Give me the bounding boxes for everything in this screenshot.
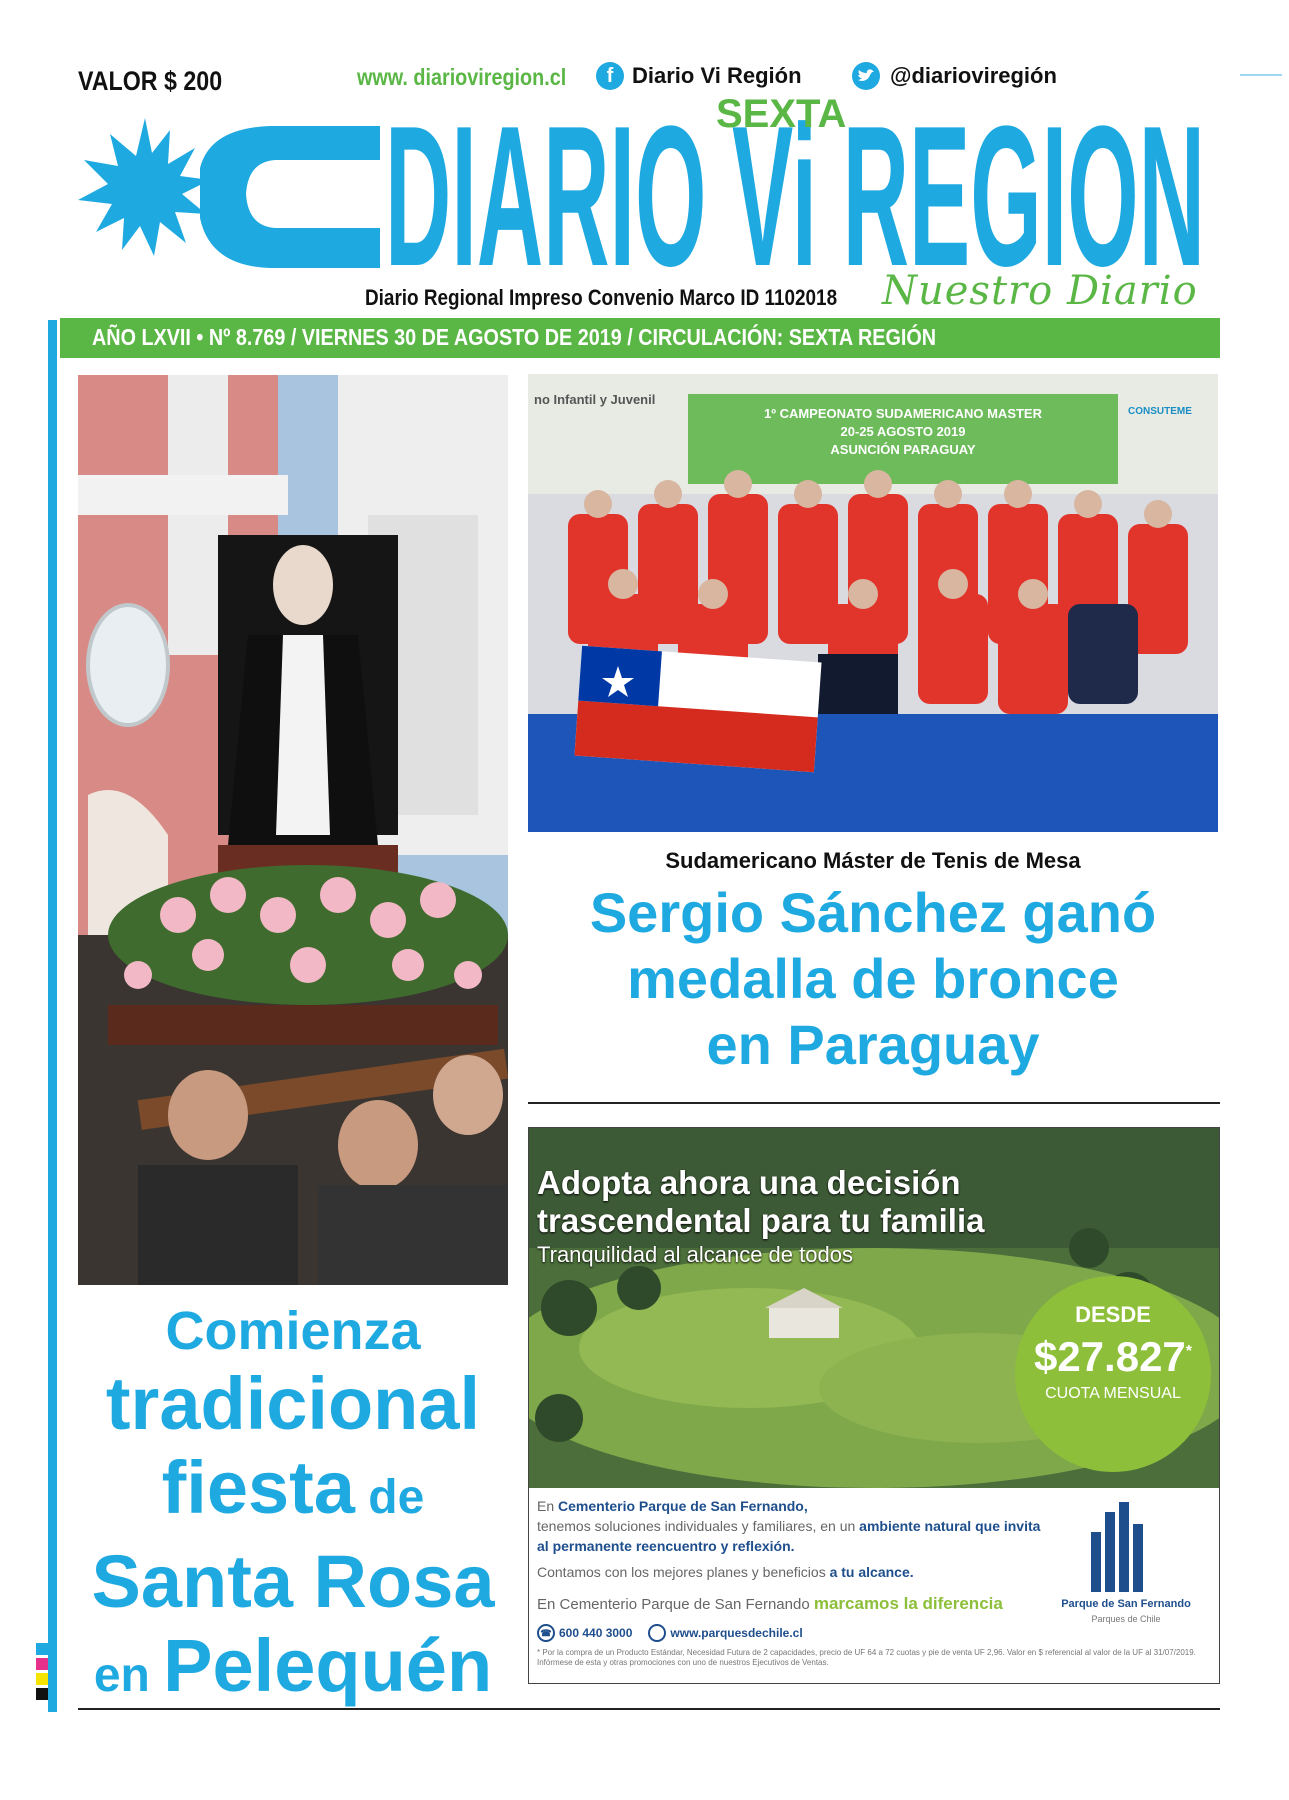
ad-logo-sub: Parques de Chile — [1091, 1614, 1161, 1624]
headline-line: en Paraguay — [706, 1013, 1040, 1076]
ad-headline-1: Adopta ahora una decisión — [537, 1164, 961, 1201]
twitter-label: @diarioviregión — [890, 63, 1057, 88]
ad-subline: Tranquilidad al alcance de todos — [537, 1242, 853, 1267]
banner-left: no Infantil y Juvenil — [534, 392, 656, 407]
ad-body-5b: marcamos la diferencia — [813, 1594, 1003, 1613]
badge-desde: DESDE — [1075, 1302, 1151, 1327]
price-label: VALOR $ 200 — [78, 66, 223, 96]
headline-line: Comienza — [165, 1301, 421, 1361]
headline-word: de — [354, 1471, 425, 1524]
ad-url-text: www.parquesdechile.cl — [670, 1626, 803, 1640]
banner-line1: 1º CAMPEONATO SUDAMERICANO MASTER — [763, 406, 1043, 421]
story-headline — [528, 880, 1218, 1078]
buildings-logo-icon — [1085, 1502, 1145, 1592]
badge-cuota: CUOTA MENSUAL — [1045, 1385, 1181, 1402]
phone-icon: ☎ — [537, 1624, 555, 1642]
headline-line: Santa Rosa — [91, 1540, 495, 1623]
cemetery-advertisement[interactable] — [528, 1127, 1220, 1684]
print-mark-magenta — [36, 1658, 48, 1670]
tagline-script: Nuestro Diario — [882, 268, 1198, 314]
print-mark-cyan — [36, 1643, 48, 1655]
edition-info-text: AÑO LXVII • Nº 8.769 / VIERNES 30 DE AGOSTO DE 2019 / CIRCULACIÓN: SEXTA REGIÓN — [92, 324, 937, 350]
left-accent-bar — [48, 320, 57, 1712]
ad-body-2a: tenemos soluciones individuales y familiares, en un — [537, 1518, 860, 1534]
banner-line2: 20-25 AGOSTO 2019 — [840, 424, 966, 439]
ad-body-1b: Cementerio Parque de San Fernando, — [558, 1498, 808, 1514]
website-link[interactable]: www. diarioviregion.cl — [357, 64, 567, 90]
print-mark-yellow — [36, 1673, 48, 1685]
ad-body-1a: En — [537, 1498, 559, 1514]
badge-price: $27.827 — [1033, 1333, 1186, 1380]
headline-word: en — [93, 1649, 164, 1702]
badge-asterisk: * — [1185, 1343, 1193, 1360]
price-badge — [1015, 1276, 1211, 1472]
ad-body-5a: En Cementerio Parque de San Fernando — [537, 1596, 814, 1613]
ad-footnote: * Por la compra de un Producto Estándar, Necesidad Futura de 2 capacidades, precio de UF 64 a 72 cuotas y pie de venta UF 2,96. Valor en $ referencial al valor de la UF al 31/07/2019. Infórmese de esta y otras promociones con uno de nuestros Ejecutivos de Ventas. — [537, 1648, 1196, 1667]
headline-line: medalla de bronce — [627, 947, 1119, 1010]
tagline: Diario Regional Impreso Convenio Marco ID 1102018 — [365, 285, 838, 310]
ad-headline-2: trascendental para tu familia — [537, 1202, 985, 1239]
chile-flag — [574, 646, 821, 772]
headline-word: Pelequén — [163, 1624, 493, 1707]
story-kicker: Sudamericano Máster de Tenis de Mesa — [665, 848, 1081, 873]
ad-url[interactable] — [648, 1624, 802, 1642]
globe-icon — [648, 1624, 666, 1642]
edition-info-bar — [60, 318, 1220, 358]
headline-line: Sergio Sánchez ganó — [589, 881, 1157, 944]
headline-line: tradicional — [105, 1362, 481, 1445]
ad-logo-name: Parque de San Fernando — [1061, 1598, 1191, 1610]
ad-phone[interactable] — [537, 1624, 632, 1642]
print-mark-black — [36, 1688, 48, 1700]
divider — [528, 1102, 1220, 1104]
ad-phone-text: 600 440 3000 — [559, 1626, 633, 1640]
masthead-sexta: SEXTA — [716, 92, 847, 136]
ad-body-3: al permanente reencuentro y reflexión. — [537, 1538, 795, 1554]
main-headline — [78, 1300, 508, 1718]
corner-line — [1240, 74, 1282, 76]
banner-line3: ASUNCIÓN PARAGUAY — [830, 442, 976, 457]
headline-word: fiesta — [161, 1446, 355, 1529]
ad-body-4b: a tu alcance. — [829, 1564, 914, 1580]
team-photo — [528, 374, 1218, 832]
procession-photo — [78, 375, 508, 1285]
banner-brand: CONSUTEME — [1128, 406, 1192, 417]
facebook-label: Diario Vi Región — [632, 63, 802, 88]
bottom-divider — [78, 1708, 1220, 1710]
ad-body-2b: ambiente natural que invita — [859, 1518, 1041, 1534]
facebook-icon: f — [596, 62, 624, 90]
ad-body-4a: Contamos con los mejores planes y beneficios — [537, 1564, 830, 1580]
masthead-text: DIARIO Vi REGION — [385, 85, 1205, 280]
sun-logo-icon — [60, 98, 390, 298]
